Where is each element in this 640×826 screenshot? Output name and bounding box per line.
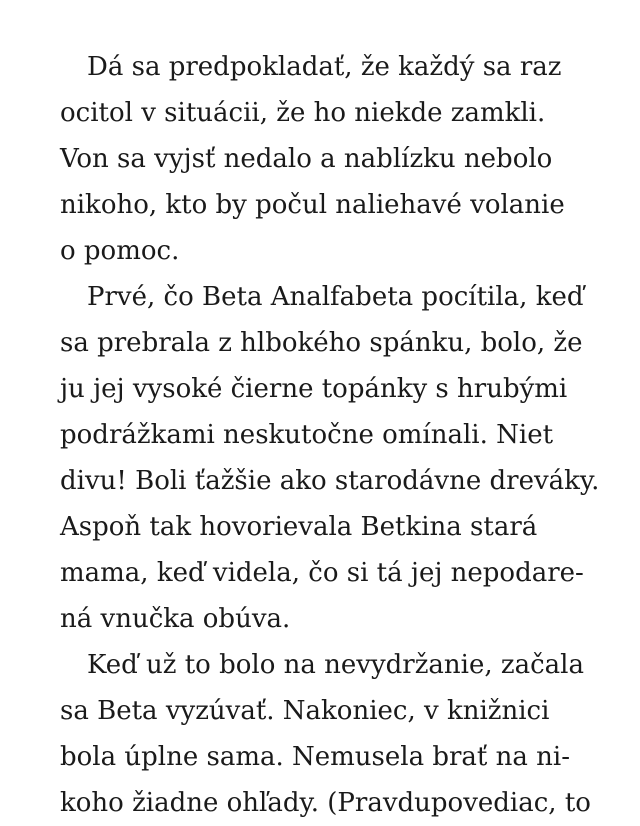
text-line: Keď už to bolo na nevydržanie, začala (87, 650, 584, 680)
text-line: ná vnučka obúva. (60, 604, 291, 634)
text-line: nikoho, kto by počul naliehavé volanie (60, 190, 565, 220)
text-line: sa Beta vyzúvať. Nakoniec, v knižnici (60, 696, 550, 726)
paragraph-2 (60, 274, 640, 642)
text-line: Dá sa predpokladať, že každý sa raz (87, 52, 562, 82)
text-line: ocitol v situácii, že ho niekde zamkli. (60, 98, 546, 128)
text-line: sa prebrala z hlbokého spánku, bolo, že (60, 328, 583, 358)
text-line: bola úplne sama. Nemusela brať na ni- (60, 742, 570, 772)
text-line: podrážkami neskutočne omínali. Niet (60, 420, 554, 450)
text-line: mama, keď videla, čo si tá jej nepodare- (60, 558, 584, 588)
text-line: o pomoc. (60, 236, 180, 266)
paragraph-1 (60, 44, 640, 274)
paragraph-3 (60, 642, 640, 826)
text-line: Aspoň tak hovorievala Betkina stará (60, 512, 538, 542)
text-line: koho žiadne ohľady. (Pravdupovediac, to (60, 788, 591, 818)
text-line: Prvé, čo Beta Analfabeta pocítila, keď (87, 282, 584, 312)
text-line: Von sa vyjsť nedalo a nablízku nebolo (60, 144, 553, 174)
text-line: ju jej vysoké čierne topánky s hrubými (60, 374, 568, 404)
text-line: divu! Boli ťažšie ako starodávne dreváky. (60, 466, 600, 496)
